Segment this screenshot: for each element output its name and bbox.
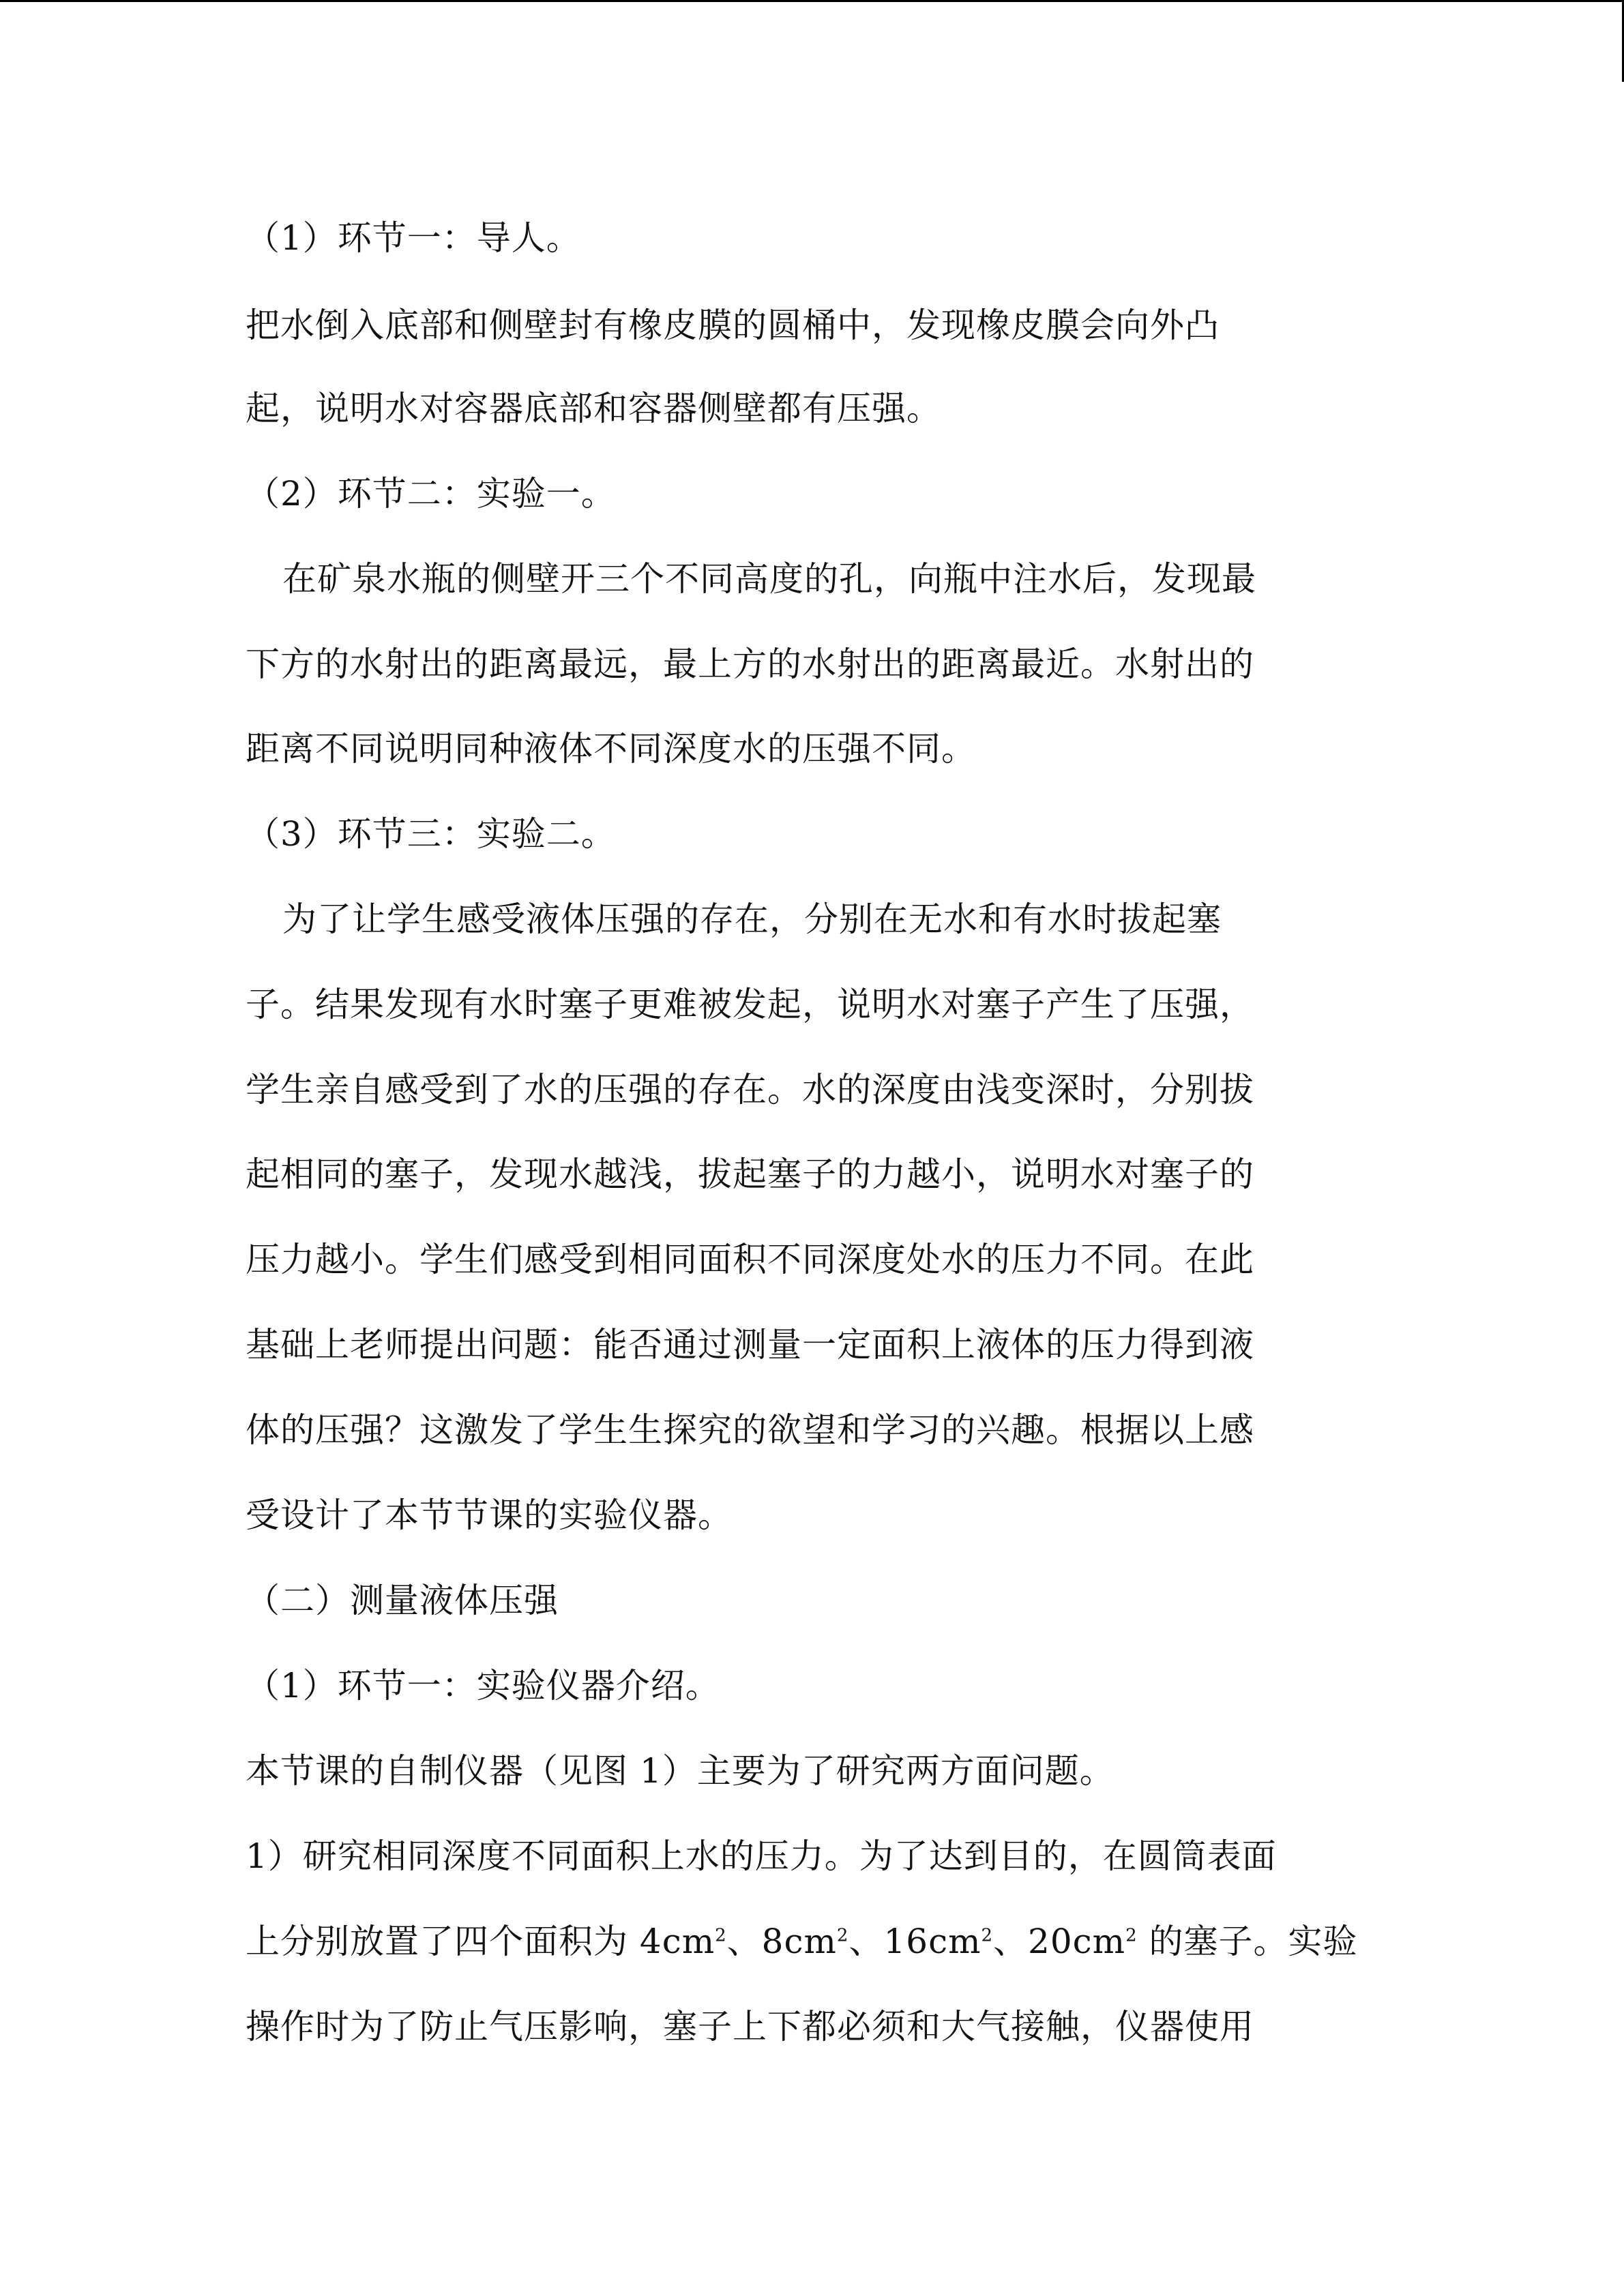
superscript: 2 bbox=[836, 1925, 849, 1946]
paragraph-line: 距离不同说明同种液体不同深度水的压强不同。 bbox=[246, 729, 976, 769]
paragraph-line: 1）研究相同深度不同面积上水的压力。为了达到目的，在圆筒表面 bbox=[246, 1836, 1277, 1876]
paragraph-line: 本节课的自制仪器（见图 1）主要为了研究两方面问题。 bbox=[246, 1751, 1114, 1791]
paragraph-line: 起，说明水对容器底部和容器侧壁都有压强。 bbox=[246, 389, 941, 428]
line-text-segment: 、20cm bbox=[993, 1922, 1126, 1961]
paragraph-line: 在矿泉水瓶的侧壁开三个不同高度的孔，向瓶中注水后，发现最 bbox=[282, 559, 1256, 599]
heading-step-1-instrument-intro: （1）环节一：实验仪器介绍。 bbox=[246, 1666, 720, 1705]
paragraph-line: 为了让学生感受液体压强的存在，分别在无水和有水时拔起塞 bbox=[282, 899, 1222, 939]
paragraph-line: 下方的水射出的距离最远，最上方的水射出的距离最近。水射出的 bbox=[246, 644, 1254, 684]
section-heading-measure-liquid-pressure: （二）测量液体压强 bbox=[246, 1581, 559, 1620]
line-text-segment: 、16cm bbox=[848, 1922, 981, 1961]
paragraph-line: 子。结果发现有水时塞子更难被发起，说明水对塞子产生了压强， bbox=[246, 985, 1254, 1024]
paragraph-line: 把水倒入底部和侧壁封有橡皮膜的圆桶中，发现橡皮膜会向外凸 bbox=[246, 305, 1220, 345]
heading-step-3-experiment-2: （3）环节三：实验二。 bbox=[246, 814, 616, 854]
line-text-before: 上分别放置了四个面积为 4cm bbox=[246, 1922, 715, 1961]
paragraph-line: 起相同的塞子，发现水越浅，拔起塞子的力越小，说明水对塞子的 bbox=[246, 1154, 1254, 1194]
paragraph-line: 学生亲自感受到了水的压强的存在。水的深度由浅变深时，分别拔 bbox=[246, 1070, 1254, 1109]
page-top-border bbox=[0, 0, 1624, 2]
line-text-segment: 、8cm bbox=[726, 1922, 837, 1961]
paragraph-line: 基础上老师提出问题：能否通过测量一定面积上液体的压力得到液 bbox=[246, 1325, 1254, 1365]
paragraph-line: 压力越小。学生们感受到相同面积不同深度处水的压力不同。在此 bbox=[246, 1240, 1254, 1279]
superscript: 2 bbox=[1125, 1925, 1138, 1946]
paragraph-line: 受设计了本节节课的实验仪器。 bbox=[246, 1495, 733, 1535]
superscript: 2 bbox=[715, 1925, 727, 1946]
superscript: 2 bbox=[981, 1925, 994, 1946]
heading-step-1-intro: （1）环节一：导人。 bbox=[246, 218, 581, 258]
line-text-after: 的塞子。实验 bbox=[1137, 1922, 1358, 1961]
paragraph-line: 操作时为了防止气压影响，塞子上下都必须和大气接触，仪器使用 bbox=[246, 2007, 1254, 2046]
heading-step-2-experiment-1: （2）环节二：实验一。 bbox=[246, 474, 616, 513]
paragraph-line-with-areas bbox=[246, 1920, 1358, 1963]
paragraph-line: 体的压强？这激发了学生生探究的欲望和学习的兴趣。根据以上感 bbox=[246, 1410, 1254, 1450]
